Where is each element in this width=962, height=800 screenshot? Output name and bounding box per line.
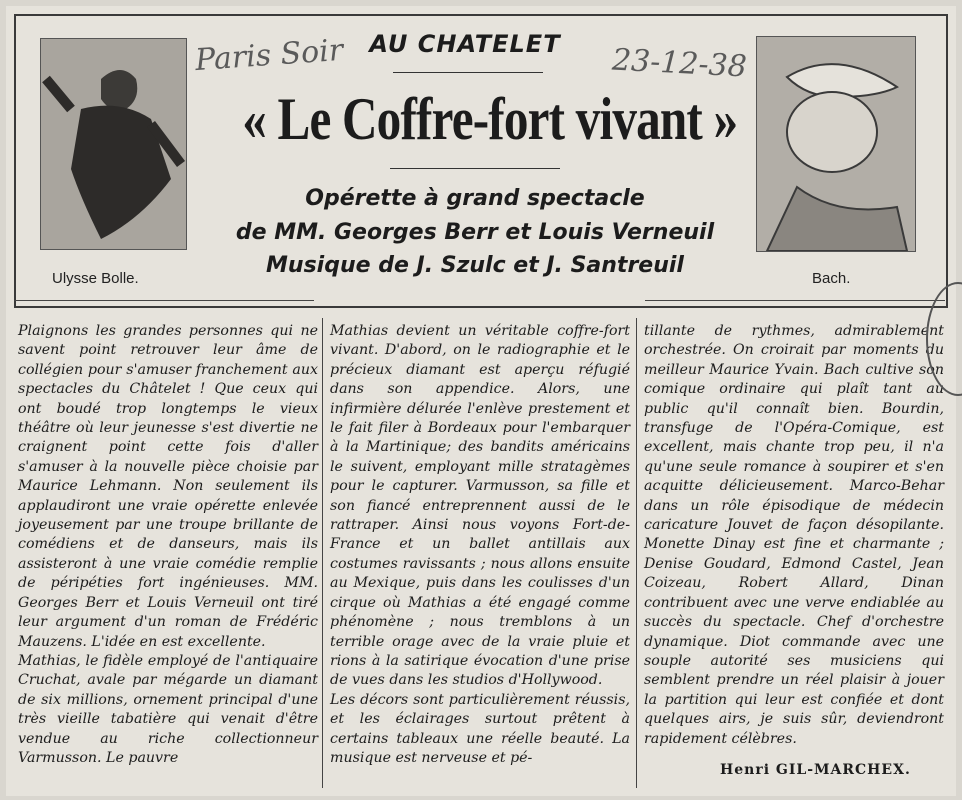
subtitle-line: Musique de J. Szulc et J. Santreuil: [266, 253, 684, 278]
subtitle-line: Opérette à grand spectacle: [305, 186, 645, 211]
article-column-1: Plaignons les grandes personnes qui ne savent point retrouver leur âme de collégien pour s'amuser franchement aux spectacles du Châtelet ! Que ceux qui ont boudé trop longtemps le vieux théâtre où leur jeunesse s'est divertie ne craignent point cette fois d'aller s'amuser à la nouvelle pièce choisie par Maurice Lehmann. Non seulement ils applaudiront une vraie opérette enlevée joyeusement par une troupe brillante de comédiens et de danseurs, mais ils assisteront à une vraie comédie remplie de péripéties fort ingénieuses. MM. Georges Berr et Louis Verneuil ont tiré leur argument d'un roman de Frédéric Mauzens. L'idée en est excellente. Mathias, le fidèle employé de l'antiquaire Cruchat, avale par mégarde un diamant de six millions, ornement principal d'une très vieille tabatière qui venait d'être vendue au riche collectionneur Varmusson. Le pauvre: [18, 323, 318, 766]
column-top-rule: [645, 300, 945, 301]
title-rule: [390, 168, 560, 169]
caricature-bach: [756, 36, 916, 252]
kicker-heading: AU CHATELET: [369, 30, 561, 58]
caption-bach: Bach.: [812, 270, 851, 287]
author-signature: Henri GIL-MARCHEX.: [720, 762, 911, 778]
dancer-illustration: [41, 39, 186, 249]
subtitle-line: de MM. Georges Berr et Louis Verneuil: [235, 220, 715, 245]
column-divider: [322, 318, 323, 788]
caption-ulysse-bolle: Ulysse Bolle.: [52, 270, 139, 287]
column-divider: [636, 318, 637, 788]
article-column-3: tillante de rythmes, admirablement orchestrée. On croirait par moments du meilleur Maurice Yvain. Bach cultive son comique ordinaire qui plaît tant au public qu'il connaît bien. Bourdin, transfuge de l'Opéra-Comique, est excellent, mais chante trop peu, il n'a qu'une seule romance à soupirer et s'en acquitte délicieusement. Marco-Behar dans un rôle épisodique de médecin caricature Jouvet de façon désopilante. Monette Dinay est fine et charmante ; Denise Goudard, Edmond Castel, Jean Coizeau, Robert Allard, Dinan contribuent avec une verve endiablée au succès du spectacle. Chef d'orchestre dynamique. Diot commande avec une souple autorité ses musiciens qui semblent prendre un réel plaisir à jouer la partition qui leur est confiée et dont quelques airs, je suis sûr, deviendront rapidement célèbres.: [644, 323, 944, 747]
handwritten-date: 23-12-38: [611, 42, 748, 85]
kicker-rule: [393, 72, 543, 73]
handwritten-source: Paris Soir: [193, 32, 345, 79]
article-title: « Le Coffre-fort vivant »: [242, 86, 738, 152]
article-column-2: Mathias devient un véritable coffre-fort vivant. D'abord, on le radiographie et le précieux diamant est aperçu réfugié dans son appendice. Alors, une infirmière délurée l'enlève prestement et le fait filer à Bordeaux pour l'embarquer à la Martinique; des bandits américains le suivent, employant mille stratagèmes pour le capturer. Varmusson, sa fille et son fiancé entreprennent aussi de le rattraper. Ainsi nous voyons Fort-de-France et un ballet antillais aux costumes ravissants ; nous allons ensuite au Mexique, puis dans les coulisses d'un cirque où Mathias a été engagé comme phénomène ; nous tremblons à un terrible orage avec de la vraie pluie et rions à la satirique évocation d'une prise de vues dans les studios d'Hollywood. Les décors sont particulièrement réussis, et les éclairages surtout prêtent à certains tableaux une réelle beauté. La musique est nerveuse et pé-: [330, 323, 630, 766]
caricature-illustration: [757, 37, 915, 251]
column-top-rule: [14, 300, 314, 301]
photo-ulysse-bolle: [40, 38, 187, 250]
